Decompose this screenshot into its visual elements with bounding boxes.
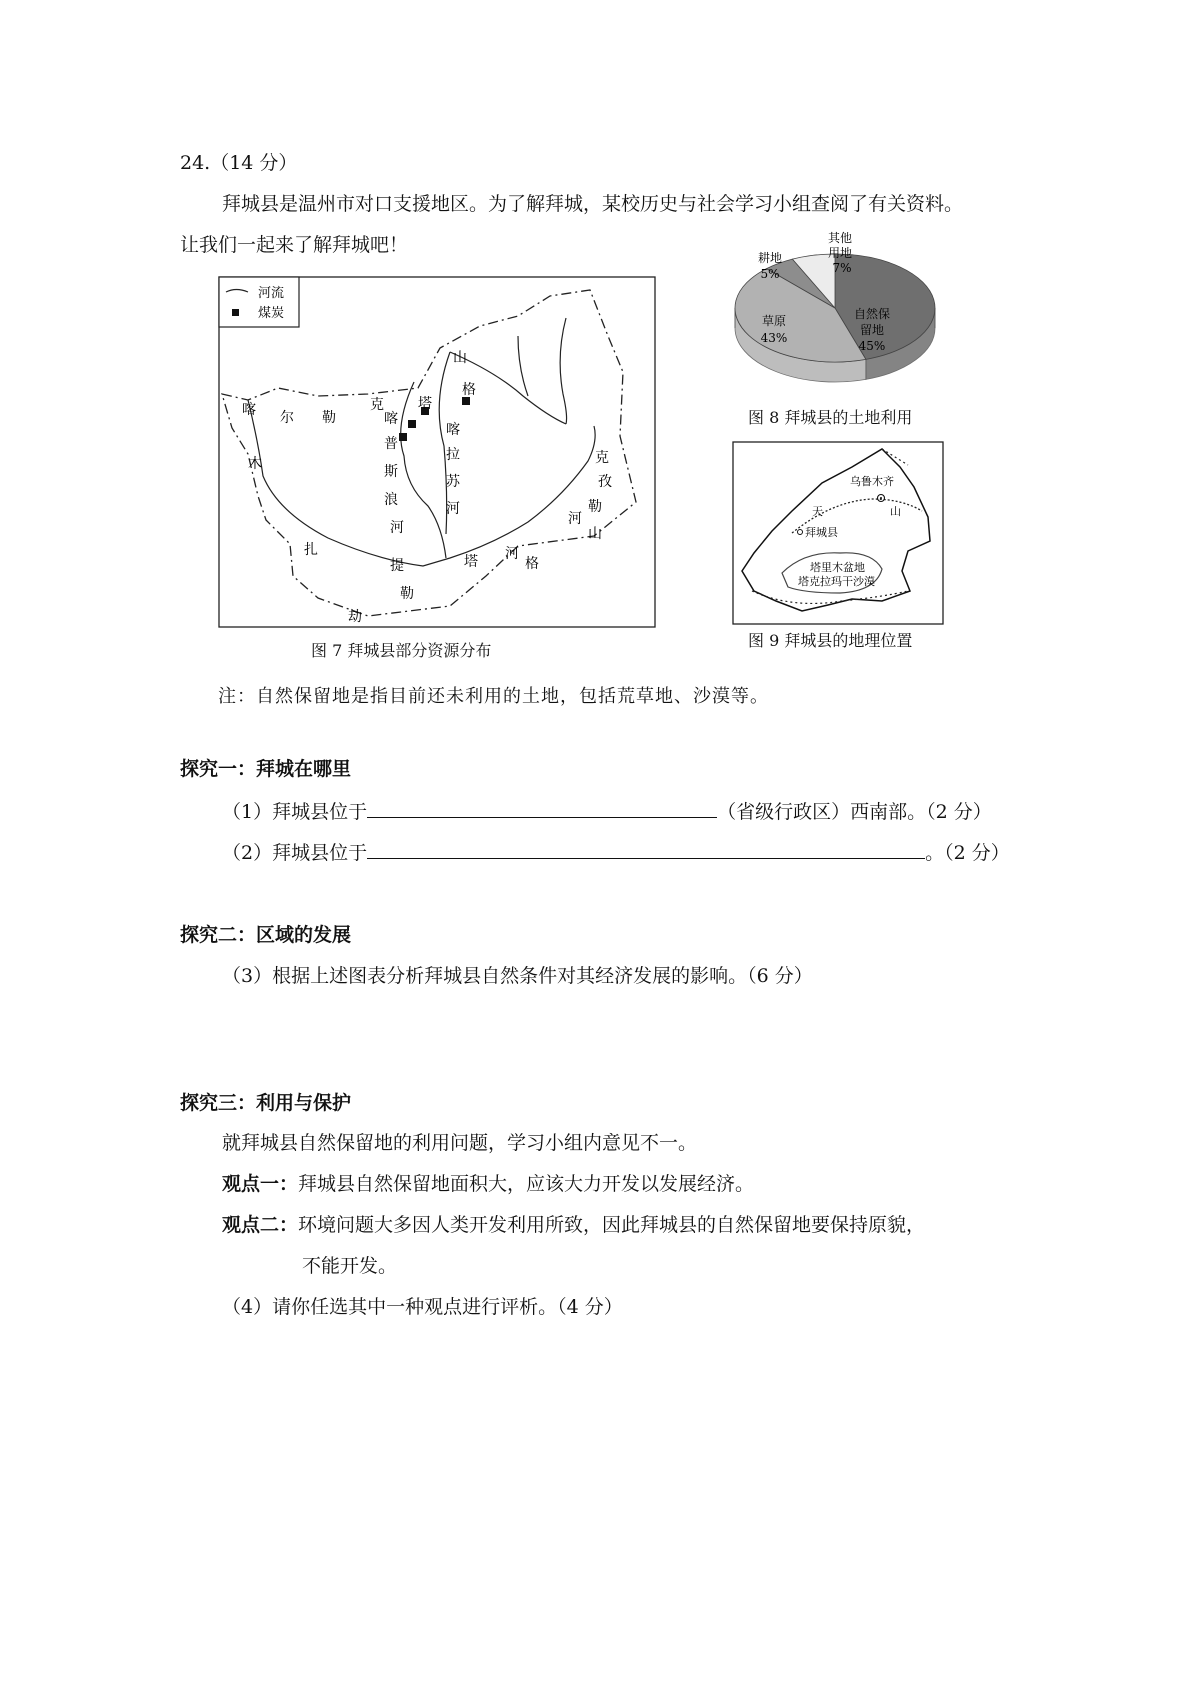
coal-marker	[399, 433, 407, 441]
label-kz-2: 孜	[598, 474, 612, 490]
label-kp-2: 普	[384, 436, 398, 452]
figure-8-caption: 图 8 拜城县的土地利用	[748, 408, 913, 427]
label-he-tarim: 河	[505, 546, 519, 562]
answer-blank-2[interactable]	[367, 840, 925, 859]
question-4: （4）请你任选其中一种观点进行评析。（4 分）	[222, 1296, 623, 1318]
label-mu: 木	[248, 456, 262, 472]
label-ti: 提	[390, 558, 404, 574]
view-1	[222, 1173, 754, 1196]
answer-blank-1[interactable]	[367, 799, 717, 818]
section-1-title: 探究一：拜城在哪里	[180, 758, 352, 780]
label-ta2: 塔	[464, 554, 478, 570]
label-shan: 山	[453, 350, 467, 366]
label-kz-3: 勒	[588, 499, 602, 515]
slice-label-grass-2: 43%	[760, 331, 788, 345]
label-kz-1: 克	[595, 450, 609, 466]
question-2-prefix: （2）拜城县位于	[222, 842, 368, 864]
coal-marker	[408, 420, 416, 428]
slice-label-farm-1: 耕地	[757, 251, 783, 265]
urumqi-marker-dot	[880, 497, 882, 499]
figure-8-land-use-pie	[722, 228, 948, 404]
label-le: 勒	[322, 410, 336, 426]
slice-label-reserve-1: 自然保	[853, 307, 891, 321]
section-2-title: 探究二：区域的发展	[180, 924, 352, 946]
legend-river-label: 河流	[258, 286, 285, 301]
slice-label-other-2: 用地	[827, 246, 853, 260]
view-2	[222, 1214, 925, 1237]
view-2-label: 观点二：	[222, 1214, 299, 1236]
label-baicheng: 拜城县	[805, 526, 838, 539]
figure-7-caption: 图 7 拜城县部分资源分布	[311, 641, 492, 660]
section-3-title: 探究三：利用与保护	[180, 1092, 352, 1114]
label-jie: 劫	[348, 609, 362, 625]
label-ge-tarim: 格	[525, 556, 539, 572]
label-taklamakan: 塔克拉玛干沙漠	[798, 575, 875, 588]
label-zha: 扎	[304, 542, 318, 558]
label-shan: 山	[890, 505, 901, 518]
label-kp-1: 喀	[384, 411, 398, 427]
slice-label-other-1: 其他	[827, 231, 853, 245]
county-boundary	[222, 290, 636, 616]
label-er: 尔	[280, 410, 294, 426]
label-kl-4: 河	[446, 501, 460, 517]
slice-label-grass-1: 草原	[761, 314, 787, 328]
view-1-label: 观点一：	[222, 1173, 299, 1195]
label-kp-4: 浪	[384, 492, 398, 508]
label-ka: 喀	[242, 402, 256, 418]
question-1	[222, 799, 992, 824]
question-1-suffix: （省级行政区）西南部。（2 分）	[717, 801, 992, 823]
label-tarim-basin: 塔里木盆地	[810, 561, 865, 574]
question-1-prefix: （1）拜城县位于	[222, 801, 368, 823]
label-ta: 塔	[418, 396, 432, 412]
view-2-continued: 不能开发。	[302, 1255, 398, 1277]
note-text: 注：自然保留地是指目前还未利用的土地，包括荒草地、沙漠等。	[218, 686, 769, 707]
label-kl-2: 拉	[446, 447, 460, 463]
question-2-suffix: 。（2 分）	[925, 842, 1010, 864]
slice-label-farm-2: 5%	[760, 267, 780, 281]
label-urumqi: 乌鲁木齐	[850, 475, 894, 488]
label-le2: 勒	[400, 586, 414, 602]
map-labels	[242, 350, 612, 625]
label-kp-3: 斯	[384, 464, 398, 480]
question-2	[222, 840, 1010, 865]
slice-label-other-3: 7%	[832, 261, 852, 275]
map-frame	[219, 277, 655, 627]
figure-7-resource-map	[218, 276, 656, 631]
figure-9-location-map	[732, 441, 944, 625]
view-1-text: 拜城县自然保留地面积大，应该大力开发以发展经济。	[298, 1173, 755, 1195]
label-shan-right: 山	[588, 526, 602, 542]
legend-coal-label: 煤炭	[258, 306, 285, 321]
label-ge: 格	[462, 382, 476, 398]
slice-label-reserve-2: 留地	[859, 323, 885, 337]
figure-9-caption: 图 9 拜城县的地理位置	[748, 631, 913, 650]
label-kl-3: 苏	[446, 474, 460, 490]
label-tian: 天	[812, 505, 823, 518]
question-3: （3）根据上述图表分析拜城县自然条件对其经济发展的影响。（6 分）	[222, 965, 813, 987]
question-number: 24.（14 分）	[180, 152, 298, 174]
intro-line-1: 拜城县是温州市对口支援地区。为了解拜城，某校历史与社会学习小组查阅了有关资料。	[222, 193, 964, 215]
label-kz-4: 河	[568, 511, 582, 527]
intro-line-2: 让我们一起来了解拜城吧！	[180, 234, 409, 256]
label-ke: 克	[370, 397, 384, 413]
section-3-intro: 就拜城县自然保留地的利用问题，学习小组内意见不一。	[222, 1132, 698, 1154]
kezile-tributary-2	[518, 336, 528, 396]
slice-label-reserve-3: 45%	[858, 339, 886, 353]
coal-marker	[462, 397, 470, 405]
label-kp-5: 河	[390, 520, 404, 536]
label-kl-1: 喀	[446, 422, 460, 438]
tarim-river	[248, 400, 595, 566]
kezile-tributary-3	[560, 318, 566, 424]
legend-coal-symbol	[232, 309, 239, 316]
view-2-text: 环境问题大多因人类开发利用所致，因此拜城县的自然保留地要保持原貌，	[298, 1214, 926, 1236]
